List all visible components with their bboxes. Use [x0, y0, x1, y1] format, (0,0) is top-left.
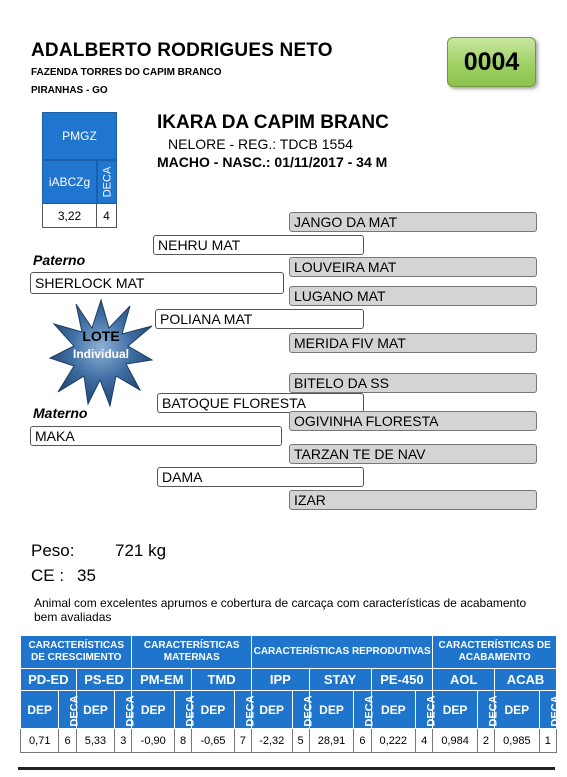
- sire-sire-sire: JANGO DA MAT: [289, 212, 537, 232]
- dep-value: 0,984: [433, 729, 478, 753]
- dep-value: -0,90: [132, 729, 175, 753]
- trait-pd-ed: PD-ED: [21, 669, 77, 691]
- dam-dam-dam: IZAR: [289, 490, 537, 510]
- group-finishing: CARACTERÍSTICAS DE ACABAMENTO: [433, 636, 557, 669]
- animal-sex-birth: MACHO - NASC.: 01/11/2017 - 34 M: [157, 154, 388, 170]
- deca-header: DECA: [477, 691, 494, 729]
- characteristics-table: [20, 635, 562, 753]
- animal-breed-reg: NELORE - REG.: TDCB 1554: [168, 136, 353, 152]
- group-reproductive: CARACTERÍSTICAS REPRODUTIVAS: [251, 636, 432, 669]
- dam-sire-dam: OGIVINHA FLORESTA: [289, 411, 537, 431]
- bottom-divider: [18, 767, 555, 770]
- deca-header: DECA: [115, 691, 132, 729]
- deca-header: DECA: [416, 691, 433, 729]
- dep-value: 0,71: [21, 729, 59, 753]
- trait-tmd: TMD: [192, 669, 252, 691]
- lote-starburst: [48, 298, 154, 408]
- dam-dam-sire: TARZAN TE DE NAV: [289, 444, 537, 464]
- dep-value: 0,222: [371, 729, 416, 753]
- dam: MAKA: [30, 426, 282, 446]
- table-value-row: [21, 729, 557, 753]
- sire-dam-dam: MERIDA FIV MAT: [289, 333, 537, 353]
- animal-description: Animal com excelentes aprumos e cobertura de carcaça com características de acabamento bem avaliadas: [34, 596, 527, 624]
- dep-header: DEP: [433, 691, 478, 729]
- dam-sire: BATOQUE FLORESTA: [157, 393, 364, 413]
- table-group-row: [21, 636, 557, 669]
- dep-value: 5,33: [76, 729, 114, 753]
- trait-aol: AOL: [433, 669, 495, 691]
- trait-ipp: IPP: [251, 669, 309, 691]
- deca-header: DECA: [174, 691, 191, 729]
- trait-stay: STAY: [309, 669, 371, 691]
- peso-value: 721 kg: [115, 541, 167, 560]
- index-deca-text: DECA: [101, 166, 113, 198]
- dep-value: 28,91: [309, 729, 354, 753]
- dam-dam: DAMA: [157, 467, 364, 487]
- deca-header: DECA: [292, 691, 309, 729]
- dep-header: DEP: [21, 691, 59, 729]
- deca-header: DECA: [234, 691, 251, 729]
- materno-label: Materno: [33, 405, 88, 421]
- index-deca-label: [97, 160, 117, 204]
- lote-line2: Individual: [72, 347, 129, 361]
- deca-value: 1: [539, 729, 556, 753]
- trait-pm-em: PM-EM: [132, 669, 192, 691]
- deca-value: 6: [59, 729, 76, 753]
- trait-ps-ed: PS-ED: [76, 669, 132, 691]
- deca-value: 5: [292, 729, 309, 753]
- sire: SHERLOCK MAT: [30, 272, 284, 294]
- group-maternal: CARACTERÍSTICAS MATERNAS: [132, 636, 252, 669]
- paterno-label: Paterno: [33, 252, 86, 268]
- owner-name: ADALBERTO RODRIGUES NETO: [31, 40, 333, 61]
- table-trait-row: [21, 669, 557, 691]
- sire-dam-sire: LUGANO MAT: [289, 286, 537, 306]
- dep-header: DEP: [76, 691, 114, 729]
- deca-header: DECA: [354, 691, 371, 729]
- iabczg-value: 3,22: [42, 204, 97, 228]
- deca-value: 6: [354, 729, 371, 753]
- deca-value: 7: [234, 729, 251, 753]
- peso-label: Peso:: [31, 541, 75, 560]
- deca-header: DECA: [59, 691, 76, 729]
- dep-value: 0,985: [495, 729, 540, 753]
- dep-header: DEP: [251, 691, 292, 729]
- index-deca-value: 4: [97, 204, 117, 228]
- dep-header: DEP: [192, 691, 235, 729]
- lote-line1: LOTE: [82, 328, 120, 344]
- dep-value: -2,32: [251, 729, 292, 753]
- farm-name: FAZENDA TORRES DO CAPIM BRANCO: [31, 67, 222, 78]
- ce-label: CE :: [31, 566, 65, 585]
- trait-acab: ACAB: [495, 669, 557, 691]
- lot-number-badge: 0004: [447, 37, 536, 87]
- iabczg-label: iABCZg: [42, 160, 97, 204]
- deca-value: 8: [174, 729, 191, 753]
- deca-header: DECA: [539, 691, 556, 729]
- sire-dam: POLIANA MAT: [155, 309, 364, 329]
- dep-header: DEP: [309, 691, 354, 729]
- ce-value: 35: [77, 566, 96, 585]
- table-header-row: [21, 691, 557, 729]
- deca-value: 4: [416, 729, 433, 753]
- dep-header: DEP: [132, 691, 175, 729]
- pmgz-label: PMGZ: [42, 112, 117, 160]
- animal-name: IKARA DA CAPIM BRANC: [157, 112, 389, 133]
- trait-pe-450: PE-450: [371, 669, 433, 691]
- city-name: PIRANHAS - GO: [31, 85, 108, 96]
- deca-value: 2: [477, 729, 494, 753]
- dep-header: DEP: [371, 691, 416, 729]
- sire-sire: NEHRU MAT: [153, 235, 364, 255]
- dep-value: -0,65: [192, 729, 235, 753]
- dam-sire-sire: BITELO DA SS: [289, 373, 537, 393]
- group-growth: CARACTERÍSTICAS DE CRESCIMENTO: [21, 636, 132, 669]
- deca-value: 3: [115, 729, 132, 753]
- sire-sire-dam: LOUVEIRA MAT: [289, 257, 537, 277]
- dep-header: DEP: [495, 691, 540, 729]
